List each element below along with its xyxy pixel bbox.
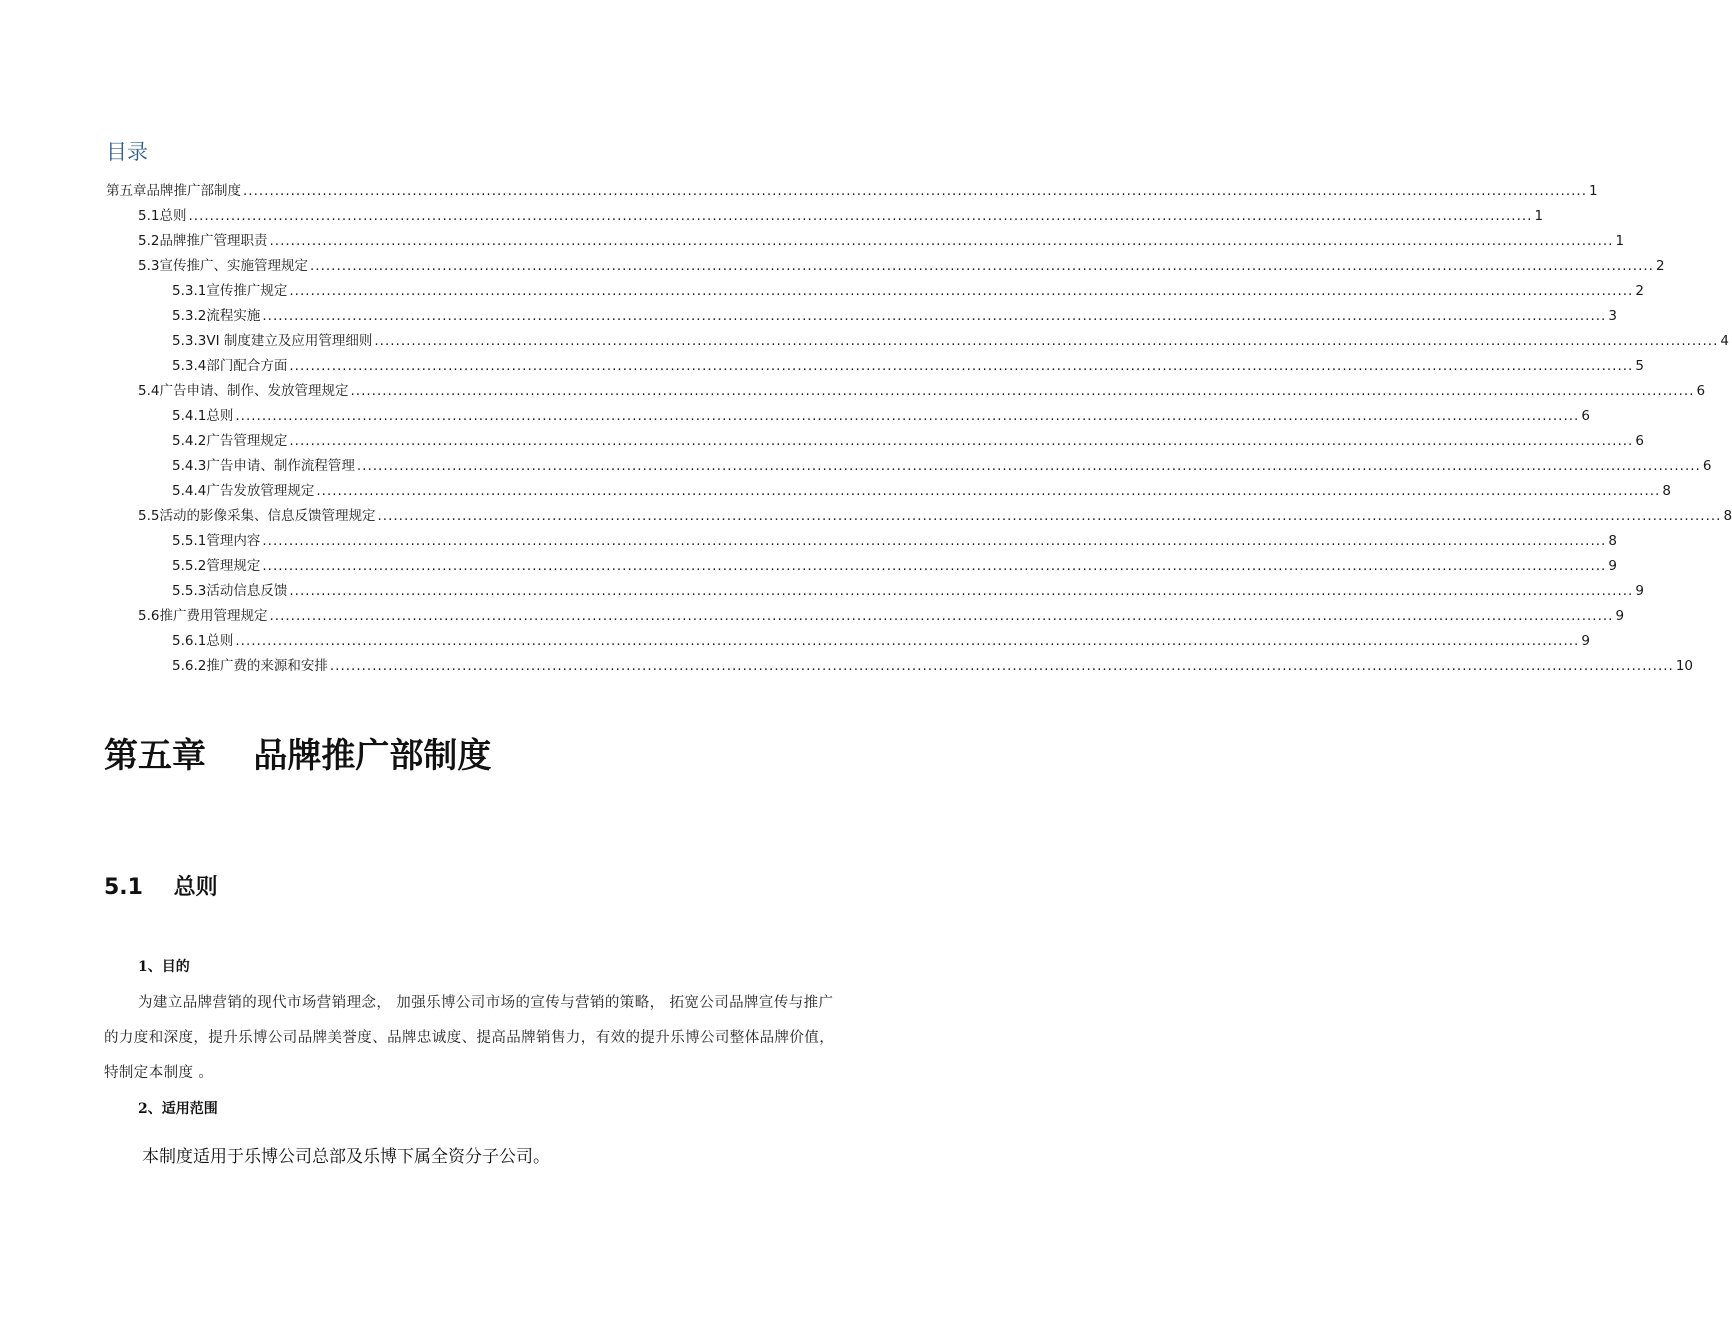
section-heading: 5.1 总则 bbox=[104, 875, 218, 900]
toc-entry-label: 部门配合方面 bbox=[206, 358, 288, 374]
toc-entry[interactable] bbox=[138, 604, 1625, 629]
toc-entry-number: 5.6 bbox=[138, 608, 160, 624]
toc-entry-number: 5.5 bbox=[138, 508, 160, 524]
toc-entry-label: 管理规定 bbox=[206, 558, 261, 574]
toc-entry[interactable] bbox=[172, 304, 1617, 329]
toc-entry-label: 广告发放管理规定 bbox=[206, 483, 315, 499]
toc-entry[interactable] bbox=[172, 554, 1617, 579]
toc-entry-number: 5.6.1 bbox=[172, 633, 207, 649]
toc-dot-leader: .............................................................................................................................................................................................................................................................. bbox=[188, 208, 1533, 224]
toc-entry[interactable] bbox=[138, 504, 1732, 529]
toc-dot-leader: .............................................................................................................................................................................................................................................................. bbox=[377, 508, 1722, 524]
subheading-scope: 2、适用范围 bbox=[138, 1101, 218, 1117]
toc-entry-page-number: 5 bbox=[1635, 358, 1644, 374]
toc-entry[interactable] bbox=[106, 179, 1598, 204]
toc-entry-page-number: 9 bbox=[1608, 558, 1617, 574]
toc-entry-label: 总则 bbox=[206, 633, 234, 649]
toc-entry-page-number: 3 bbox=[1608, 308, 1617, 324]
toc-dot-leader: .............................................................................................................................................................................................................................................................. bbox=[262, 533, 1607, 549]
toc-entry-number: 5.3 bbox=[138, 258, 160, 274]
toc-dot-leader: .............................................................................................................................................................................................................................................................. bbox=[262, 308, 1607, 324]
scope-paragraph: 本制度适用于乐博公司总部及乐博下属全资分子公司。 bbox=[142, 1147, 550, 1167]
toc-entry-label: 推广费的来源和安排 bbox=[206, 658, 328, 674]
toc-entry-label: 活动信息反馈 bbox=[206, 583, 288, 599]
toc-entry-page-number: 9 bbox=[1581, 633, 1590, 649]
toc-entry-number: 5.4.1 bbox=[172, 408, 207, 424]
toc-dot-leader: .............................................................................................................................................................................................................................................................. bbox=[269, 233, 1614, 249]
toc-entry-page-number: 1 bbox=[1615, 233, 1625, 249]
toc-entry-label: 品牌推广管理职责 bbox=[159, 233, 268, 249]
chapter-heading: 第五章 品牌推广部制度 bbox=[104, 736, 492, 776]
toc-entry-label: VI 制度建立及应用管理细则 bbox=[206, 333, 373, 349]
toc-entry[interactable] bbox=[172, 529, 1617, 554]
toc-entry-page-number: 8 bbox=[1662, 483, 1671, 499]
toc-entry[interactable] bbox=[138, 229, 1625, 254]
toc-entry[interactable] bbox=[172, 354, 1644, 379]
toc-entry-number: 5.3.2 bbox=[172, 308, 207, 324]
toc-entry-page-number: 8 bbox=[1608, 533, 1617, 549]
toc-dot-leader: .............................................................................................................................................................................................................................................................. bbox=[262, 558, 1607, 574]
toc-dot-leader: .............................................................................................................................................................................................................................................................. bbox=[289, 358, 1634, 374]
purpose-paragraph: 为建立品牌营销的现代市场营销理念， 加强乐博公司市场的宣传与营销的策略， 拓宽公司品牌宣传与推广的力度和深度，提升乐博公司品牌美誉度、品牌忠诚度、提高品牌销售力，有效的提升乐博公司整体品牌价值，特制定本制度 。 bbox=[104, 995, 835, 1081]
toc-entry-number: 5.5.1 bbox=[172, 533, 207, 549]
toc-entry-number: 5.6.2 bbox=[172, 658, 207, 674]
toc-entry-page-number: 9 bbox=[1635, 583, 1644, 599]
toc-dot-leader: .............................................................................................................................................................................................................................................................. bbox=[289, 433, 1634, 449]
toc-entry-label: 广告申请、制作流程管理 bbox=[206, 458, 355, 474]
toc-dot-leader: .............................................................................................................................................................................................................................................................. bbox=[356, 458, 1701, 474]
toc-entry-label: 管理内容 bbox=[206, 533, 261, 549]
toc-dot-leader: .............................................................................................................................................................................................................................................................. bbox=[374, 333, 1719, 349]
toc-entry[interactable] bbox=[172, 454, 1712, 479]
toc-entry-page-number: 9 bbox=[1615, 608, 1625, 624]
toc-entry-page-number: 6 bbox=[1702, 458, 1712, 474]
toc-entry-label: 活动的影像采集、信息反馈管理规定 bbox=[159, 508, 376, 524]
toc-entry-page-number: 6 bbox=[1581, 408, 1590, 424]
toc-entry-number: 5.1 bbox=[138, 208, 160, 224]
toc-entry-number: 5.4.3 bbox=[172, 458, 207, 474]
toc-entry-page-number: 1 bbox=[1534, 208, 1544, 224]
toc-entry-page-number: 10 bbox=[1675, 658, 1694, 674]
toc-dot-leader: .............................................................................................................................................................................................................................................................. bbox=[289, 583, 1634, 599]
toc-entry-number: 5.2 bbox=[138, 233, 160, 249]
toc-entry-label: 宣传推广规定 bbox=[206, 283, 288, 299]
toc-entry-number: 5.5.3 bbox=[172, 583, 207, 599]
toc-entry-number: 第五章 bbox=[106, 183, 147, 199]
toc-entry-page-number: 6 bbox=[1635, 433, 1644, 449]
toc-entry-number: 5.4 bbox=[138, 383, 160, 399]
toc-entry[interactable] bbox=[172, 654, 1694, 679]
toc-entry[interactable] bbox=[172, 579, 1644, 604]
toc-entry-label: 广告申请、制作、发放管理规定 bbox=[159, 383, 349, 399]
toc-dot-leader: .............................................................................................................................................................................................................................................................. bbox=[309, 258, 1654, 274]
toc-entry-page-number: 2 bbox=[1635, 283, 1644, 299]
toc-entry-number: 5.4.4 bbox=[172, 483, 207, 499]
toc-entry-page-number: 1 bbox=[1588, 183, 1598, 199]
toc-entry[interactable] bbox=[172, 404, 1590, 429]
toc-dot-leader: .............................................................................................................................................................................................................................................................. bbox=[269, 608, 1614, 624]
toc-entry-label: 总则 bbox=[159, 208, 187, 224]
toc-dot-leader: .............................................................................................................................................................................................................................................................. bbox=[316, 483, 1661, 499]
toc-entry-label: 总则 bbox=[206, 408, 234, 424]
toc-entry-page-number: 4 bbox=[1720, 333, 1729, 349]
toc-title: 目录 bbox=[106, 140, 148, 164]
toc-dot-leader: .............................................................................................................................................................................................................................................................. bbox=[350, 383, 1695, 399]
subheading-purpose: 1、目的 bbox=[138, 959, 190, 975]
toc-entry-label: 宣传推广、实施管理规定 bbox=[159, 258, 308, 274]
toc-dot-leader: .............................................................................................................................................................................................................................................................. bbox=[235, 633, 1580, 649]
toc-entry[interactable] bbox=[172, 629, 1590, 654]
toc-dot-leader: .............................................................................................................................................................................................................................................................. bbox=[329, 658, 1674, 674]
toc-dot-leader: .............................................................................................................................................................................................................................................................. bbox=[289, 283, 1634, 299]
toc-entry[interactable] bbox=[138, 379, 1706, 404]
toc-entry[interactable] bbox=[172, 429, 1644, 454]
toc-entry-number: 5.3.4 bbox=[172, 358, 207, 374]
toc-entry-label: 推广费用管理规定 bbox=[159, 608, 268, 624]
toc-entry[interactable] bbox=[138, 204, 1544, 229]
toc-entry-number: 5.5.2 bbox=[172, 558, 207, 574]
toc-entry[interactable] bbox=[138, 254, 1665, 279]
toc-dot-leader: .............................................................................................................................................................................................................................................................. bbox=[243, 183, 1587, 199]
toc-entry-number: 5.4.2 bbox=[172, 433, 207, 449]
toc-entry-label: 流程实施 bbox=[206, 308, 261, 324]
toc-dot-leader: .............................................................................................................................................................................................................................................................. bbox=[235, 408, 1580, 424]
toc-entry[interactable] bbox=[172, 279, 1644, 304]
toc-entry-number: 5.3.3 bbox=[172, 333, 207, 349]
toc-entry[interactable] bbox=[172, 329, 1729, 354]
toc-entry-label: 品牌推广部制度 bbox=[146, 183, 241, 199]
toc-entry[interactable] bbox=[172, 479, 1671, 504]
toc-entry-page-number: 8 bbox=[1723, 508, 1732, 524]
toc-entry-number: 5.3.1 bbox=[172, 283, 207, 299]
toc-entry-page-number: 2 bbox=[1655, 258, 1665, 274]
toc-entry-page-number: 6 bbox=[1696, 383, 1706, 399]
toc-entry-label: 广告管理规定 bbox=[206, 433, 288, 449]
